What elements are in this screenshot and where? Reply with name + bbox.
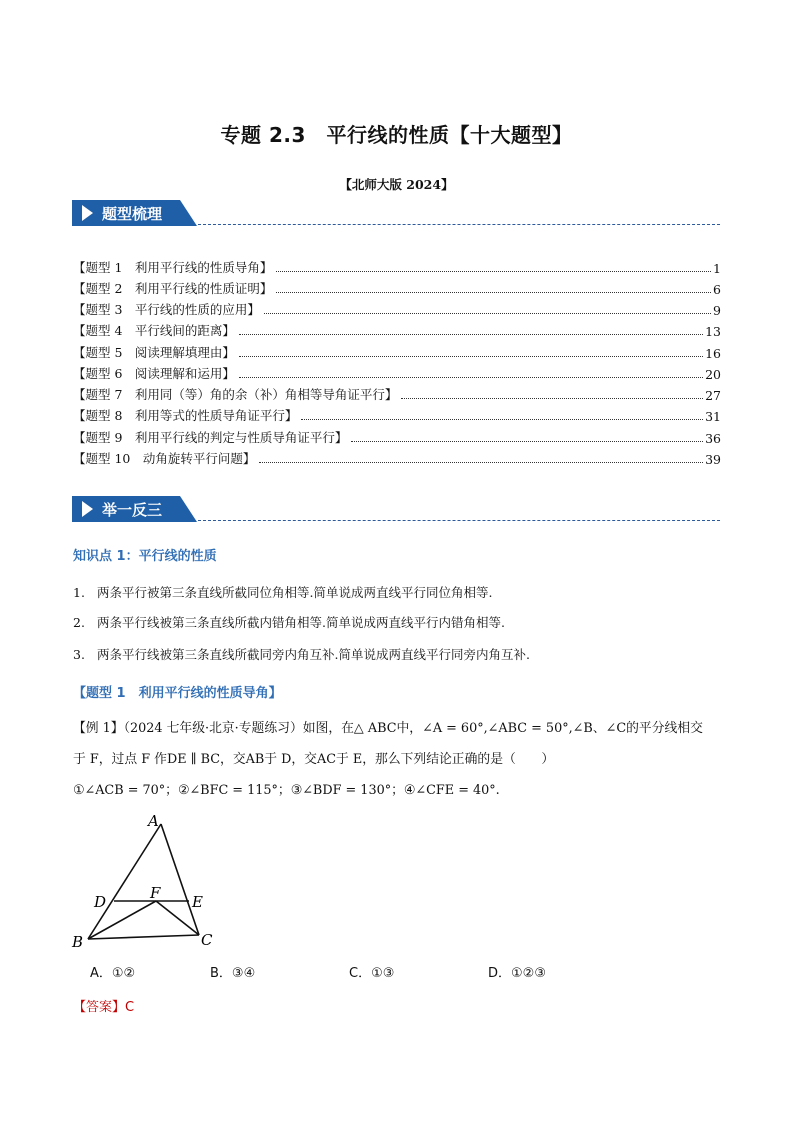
option-b[interactable] — [210, 962, 255, 981]
toc-page: 36 — [705, 431, 721, 446]
toc-entry[interactable] — [73, 447, 721, 467]
toc-label: 【题型 4 平行线间的距离】 — [73, 323, 235, 338]
toc-entry[interactable] — [73, 256, 721, 276]
item-number: 1. — [73, 585, 85, 600]
option-value: ③④ — [231, 966, 256, 981]
toc-page: 16 — [705, 346, 721, 361]
toc-page: 6 — [713, 282, 721, 297]
toc-label: 【题型 8 利用等式的性质导角证平行】 — [73, 408, 298, 423]
page-title: 专题 2.3 平行线的性质【十大题型】 — [220, 123, 573, 147]
triangle-figure — [66, 812, 226, 952]
item-number: 3. — [73, 647, 85, 662]
option-letter: A． — [90, 966, 112, 981]
side-ab — [88, 824, 161, 939]
example-question — [73, 713, 723, 806]
answer-line — [73, 996, 134, 1015]
toc-page: 13 — [705, 324, 721, 339]
label-c: C — [201, 931, 213, 949]
label-a: A — [148, 812, 159, 830]
knowledge-item — [73, 583, 492, 601]
side-ac — [161, 824, 199, 935]
knowledge-heading: 知识点 1：平行线的性质 — [73, 549, 217, 564]
banner-rule — [198, 224, 720, 225]
toc-entry[interactable] — [73, 341, 721, 361]
toc-leader — [351, 441, 703, 442]
toc-entry[interactable] — [73, 404, 721, 424]
banner-label: 举一反三 — [102, 501, 163, 519]
toc-label: 【题型 9 利用平行线的判定与性质导角证平行】 — [73, 430, 348, 445]
play-arrow-icon — [82, 501, 93, 517]
question-line-3: ①∠ACB = 70°；②∠BFC = 115°；③∠BDF = 130°；④∠CFE = 40°. — [73, 783, 500, 798]
toc-label: 【题型 2 利用平行线的性质证明】 — [73, 281, 273, 296]
question-line-1: 【例 1】（2024 七年级·北京·专题练习）如图，在△ ABC中，∠A = 60°,∠ABC = 50°,∠B、∠C的平分线相交 — [73, 721, 703, 736]
toc-entry[interactable] — [73, 383, 721, 403]
item-text: 两条平行被第三条直线所截同位角相等.简单说成两直线平行同位角相等. — [97, 585, 493, 600]
label-b: B — [72, 933, 84, 951]
question-line-2: 于 F，过点 F 作DE ∥ BC，交AB于 D，交AC于 E，那么下列结论正确的是（ ） — [73, 752, 555, 767]
toc-page: 20 — [705, 367, 721, 382]
item-number: 2. — [73, 615, 85, 630]
toc-leader — [276, 271, 711, 272]
toc-leader — [264, 313, 711, 314]
option-a[interactable] — [90, 962, 135, 981]
toc-label: 【题型 7 利用同（等）角的余（补）角相等导角证平行】 — [73, 387, 398, 402]
answer-label: 【答案】 — [73, 1000, 126, 1015]
toc-page: 27 — [705, 388, 721, 403]
option-d[interactable] — [488, 962, 546, 981]
toc-page: 39 — [705, 452, 721, 467]
toc-page: 1 — [713, 261, 721, 276]
banner-rule — [198, 520, 720, 521]
label-f: F — [150, 884, 161, 902]
toc-page: 31 — [705, 409, 721, 424]
toc-entry[interactable] — [73, 277, 721, 297]
knowledge-item — [73, 613, 505, 631]
toc-leader — [276, 292, 711, 293]
toc-entry[interactable] — [73, 298, 721, 318]
play-arrow-icon — [82, 205, 93, 221]
toc-leader — [401, 398, 703, 399]
option-letter: C． — [349, 966, 372, 981]
toc-leader — [239, 334, 703, 335]
option-c[interactable] — [349, 962, 394, 981]
toc-label: 【题型 5 阅读理解填理由】 — [73, 345, 235, 360]
section-banner-types — [72, 200, 197, 226]
item-text: 两条平行线被第三条直线所截内错角相等.简单说成两直线平行内错角相等. — [97, 615, 505, 630]
option-value: ①③ — [371, 966, 395, 981]
section-banner-examples — [72, 496, 197, 522]
toc-leader — [259, 462, 703, 463]
banner-label: 题型梳理 — [102, 205, 163, 223]
toc-page: 9 — [713, 303, 721, 318]
option-letter: B． — [210, 966, 232, 981]
example-type-heading: 【题型 1 利用平行线的性质导角】 — [73, 686, 282, 701]
toc-label: 【题型 6 阅读理解和运用】 — [73, 366, 235, 381]
item-text: 两条平行线被第三条直线所截同旁内角互补.简单说成两直线平行同旁内角互补. — [97, 647, 530, 662]
toc-entry[interactable] — [73, 426, 721, 446]
label-e: E — [192, 893, 203, 911]
label-d: D — [94, 893, 107, 911]
toc-leader — [239, 356, 703, 357]
answer-value: C — [125, 1000, 135, 1015]
toc-leader — [239, 377, 703, 378]
toc-label: 【题型 10 动角旋转平行问题】 — [73, 451, 256, 466]
option-value: ①② — [111, 966, 136, 981]
option-value: ①②③ — [511, 966, 546, 981]
toc-label: 【题型 3 平行线的性质的应用】 — [73, 302, 260, 317]
side-bc — [88, 935, 199, 939]
toc-entry[interactable] — [73, 319, 721, 339]
option-letter: D． — [488, 966, 512, 981]
edition-subtitle: 【北师大版 2024】 — [339, 177, 454, 192]
toc-leader — [301, 419, 703, 420]
knowledge-item — [73, 645, 530, 663]
toc-label: 【题型 1 利用平行线的性质导角】 — [73, 260, 273, 275]
toc-entry[interactable] — [73, 362, 721, 382]
